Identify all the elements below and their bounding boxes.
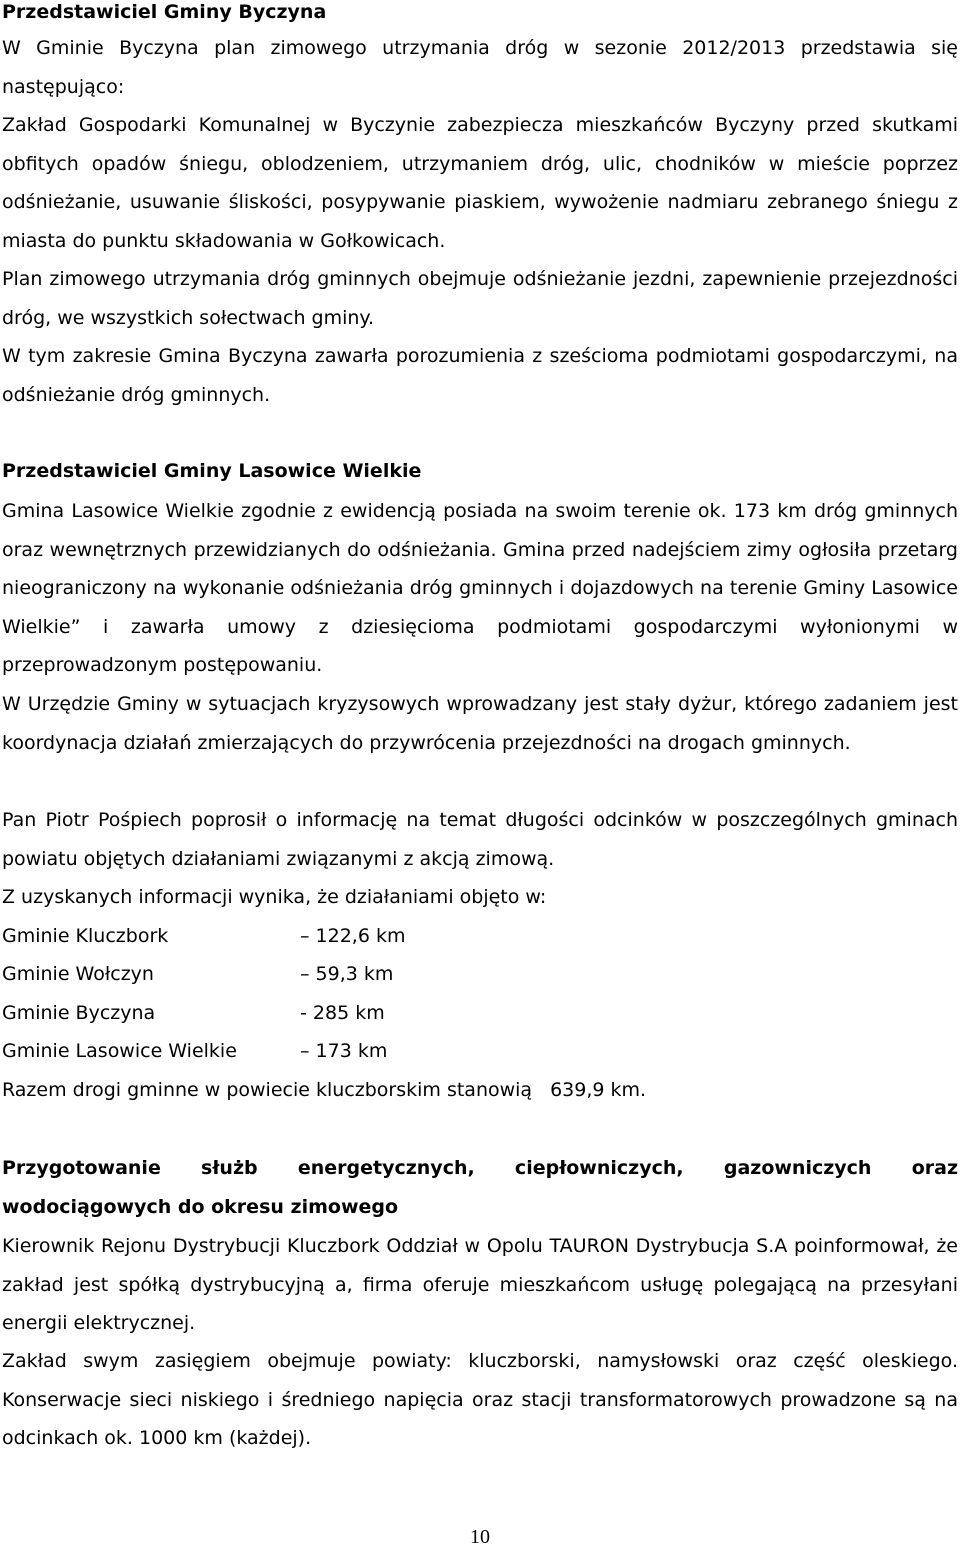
page-number: 10 — [470, 1526, 490, 1548]
list-item-value: – 122,6 km — [300, 925, 406, 947]
paragraph-lasowice-roads: Gmina Lasowice Wielkie zgodnie z ewidencją posiada na swoim terenie ok. 173 km dróg gminnych oraz wewnętrznych przewidzianych do odśnieżania. Gmina przed nadejściem zimy ogłosiła przetarg nieograniczony na wykonanie odśnieżania dróg gminnych i dojazdowych na terenie Gminy Lasowice Wielkie” i zawarła umowy z dziesięcioma podmiotami gospodarczymi wyłonionymi w przeprowadzonym postępowaniu. — [2, 500, 958, 676]
paragraph-byczyna-agreements: W tym zakresie Gmina Byczyna zawarła porozumienia z sześcioma podmiotami gospodarczymi, na odśnieżanie dróg gminnych. — [2, 345, 958, 406]
list-item-value: - 285 km — [300, 1002, 385, 1024]
roads-total — [2, 1075, 646, 1105]
paragraph-byczyna-intro: W Gminie Byczyna plan zimowego utrzymania dróg w sezonie 2012/2013 przedstawia się następująco: — [2, 37, 958, 98]
paragraph-byczyna-plan: Plan zimowego utrzymania dróg gminnych obejmuje odśnieżanie jezdni, zapewnienie przejezdności dróg, we wszystkich sołectwach gminy. — [2, 268, 958, 329]
list-item-value: – 173 km — [300, 1040, 388, 1062]
roads-total-value: 639,9 km. — [550, 1079, 647, 1101]
paragraph-tauron: Kierownik Rejonu Dystrybucji Kluczbork Oddział w Opolu TAURON Dystrybucja S.A poinformował, że zakład jest spółką dystrybucyjną a, firma oferuje mieszkańcom usługę polegającą na przesyłani energii elektrycznej. — [2, 1235, 958, 1334]
paragraph-byczyna-zgk: Zakład Gospodarki Komunalnej w Byczynie zabezpiecza mieszkańców Byczyny przed skutkami obfitych opadów śniegu, oblodzeniem, utrzymaniem dróg, ulic, chodników w mieście poprzez odśnieżanie, usuwanie śliskości, posypywanie piaskiem, wywożenie nadmiaru zebranego śniegu z miasta do punktu składowania w Gołkowicach. — [2, 114, 958, 252]
list-item-name: Gminie Lasowice Wielkie — [2, 1040, 237, 1062]
paragraph-lasowice-duty: W Urzędzie Gminy w sytuacjach kryzysowych wprowadzany jest stały dyżur, którego zadaniem jest koordynacja działań zmierzających do przywrócenia przejezdności na drogach gminnych. — [2, 693, 958, 754]
list-item-name: Gminie Wołczyn — [2, 963, 154, 985]
list-item-name: Gminie Kluczbork — [2, 925, 169, 947]
list-item-value: – 59,3 km — [300, 963, 394, 985]
section-title-byczyna: Przedstawiciel Gminy Byczyna — [2, 1, 327, 23]
roads-total-label: Razem drogi gminne w powiecie kluczborskim stanowią — [2, 1079, 533, 1101]
list-item-name: Gminie Byczyna — [2, 1002, 156, 1024]
section-title-lasowice: Przedstawiciel Gminy Lasowice Wielkie — [2, 460, 422, 482]
section-title-utilities: Przygotowanie służb energetycznych, ciepłowniczych, gazowniczych oraz wodociągowych do okresu zimowego — [2, 1157, 958, 1218]
paragraph-pospiech-request: Pan Piotr Pośpiech poprosił o informację na temat długości odcinków w poszczególnych gminach powiatu objętych działaniami związanymi z akcją zimową. — [2, 809, 958, 870]
paragraph-information-summary: Z uzyskanych informacji wynika, że działaniami objęto w: — [2, 886, 547, 908]
paragraph-tauron-range: Zakład swym zasięgiem obejmuje powiaty: kluczborski, namysłowski oraz część oleskiego. Konserwacje sieci niskiego i średniego napięcia oraz stacji transformatorowych prowadzone są na odcinkach ok. 1000 km (każdej). — [2, 1350, 958, 1449]
